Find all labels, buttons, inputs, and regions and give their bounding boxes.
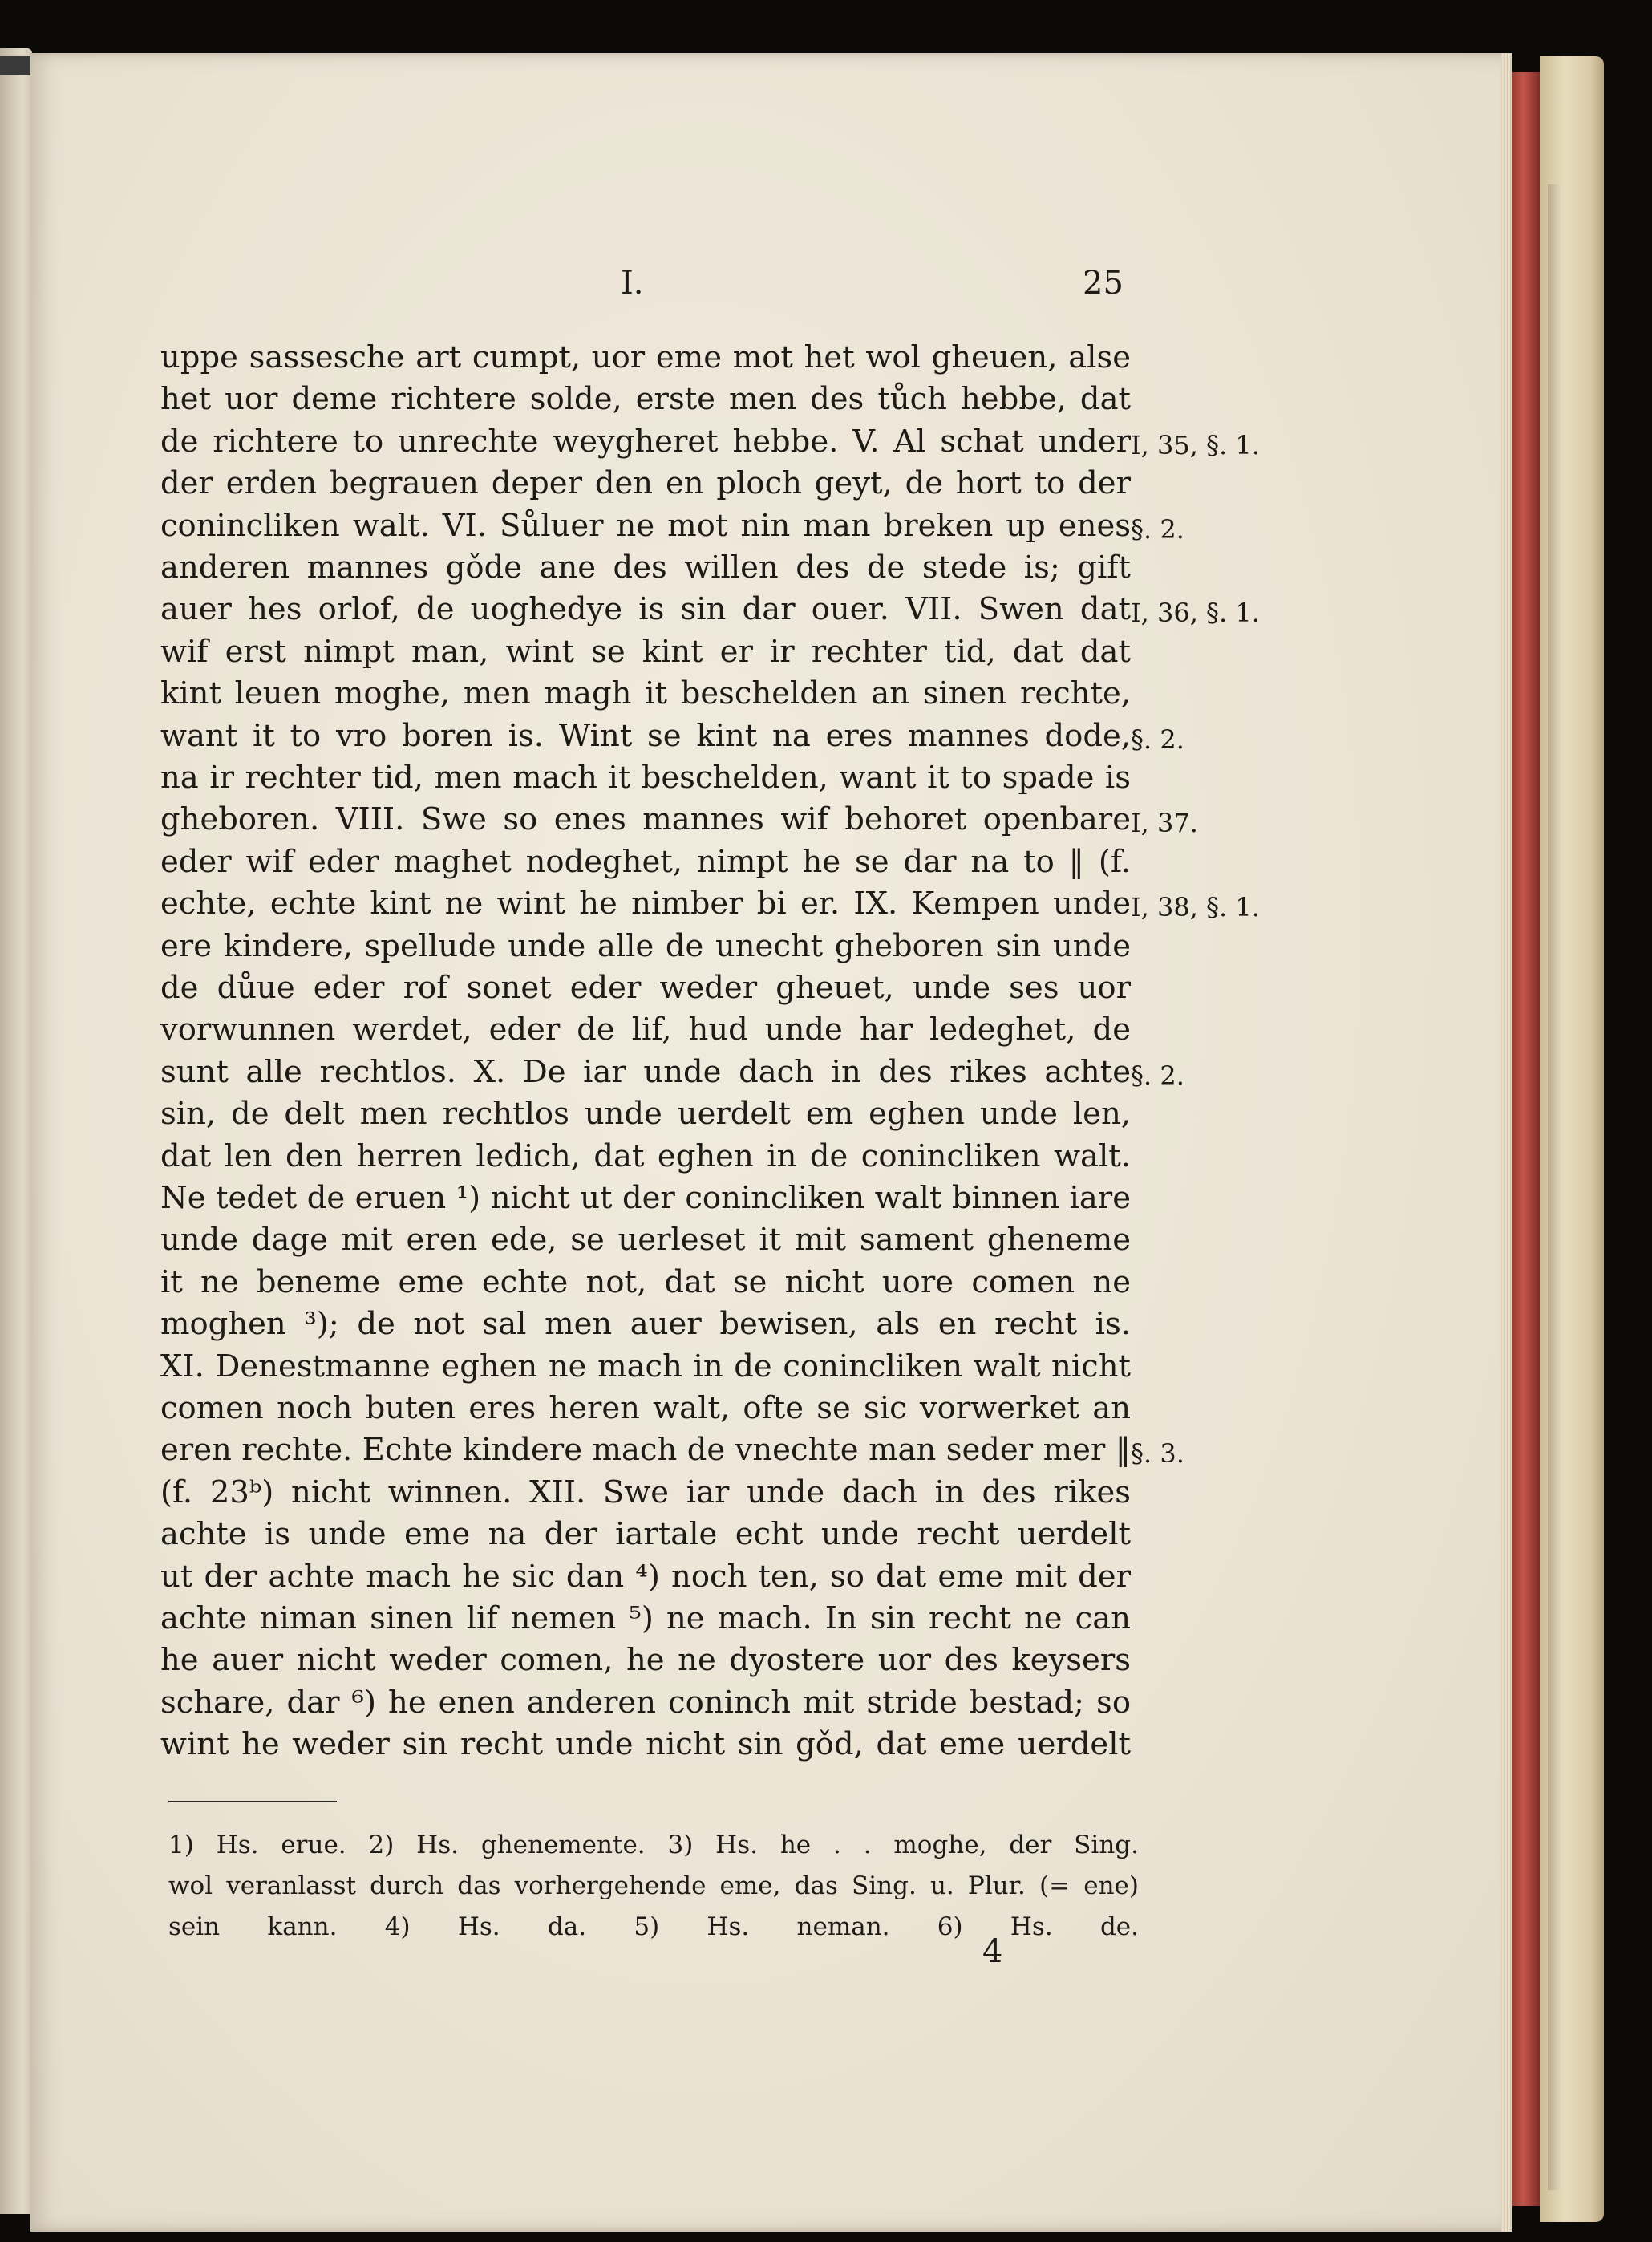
- margin-reference: I, 38, §. 1.: [1131, 892, 1260, 923]
- line-text: eren rechte. Echte kindere mach de vnechte man seder mer ‖: [160, 1432, 1131, 1469]
- text-line: [160, 1682, 1363, 1724]
- text-line: [160, 1388, 1363, 1429]
- running-header: [160, 265, 1131, 313]
- text-line: [160, 1052, 1363, 1093]
- line-text: sin, de delt men rechtlos unde uerdelt em eghen unde len,: [160, 1096, 1131, 1133]
- line-text: XI. Denestmanne eghen ne mach in de conincliken walt nicht: [160, 1348, 1131, 1385]
- line-text: it ne beneme eme echte not, dat se nicht uore comen ne: [160, 1263, 1131, 1300]
- line-text: echte, echte kint ne wint he nimber bi er. IX. Kempen unde: [160, 886, 1131, 922]
- footnote-line: wol veranlasst durch das vorhergehende eme, das Sing. u. Plur. (= ene): [168, 1871, 1139, 1900]
- line-text: Ne tedet de eruen ¹) nicht ut der conincliken walt binnen iare: [160, 1180, 1131, 1216]
- text-line: [160, 967, 1363, 1009]
- margin-reference: §. 2.: [1131, 724, 1184, 755]
- line-text: he auer nicht weder comen, he ne dyostere uor des keysers: [160, 1642, 1131, 1679]
- line-text: dat len den herren ledich, dat eghen in de conincliken walt.: [160, 1137, 1131, 1174]
- line-text: kint leuen moghe, men magh it beschelden an sinen rechte,: [160, 675, 1131, 712]
- line-text: na ir rechter tid, men mach it beschelden, want it to spade is: [160, 760, 1131, 796]
- chapter-number: I.: [621, 265, 644, 302]
- line-text: moghen ³); de not sal men auer bewisen, als en recht is.: [160, 1306, 1131, 1343]
- book-cover-edge: [1540, 56, 1604, 2222]
- text-line: [160, 1093, 1363, 1135]
- line-text: vorwunnen werdet, eder de lif, hud unde har ledeghet, de: [160, 1012, 1131, 1048]
- line-text: conincliken walt. VI. Sůluer ne mot nin man breken up enes: [160, 507, 1131, 544]
- line-text: sunt alle rechtlos. X. De iar unde dach in des rikes achte: [160, 1053, 1131, 1090]
- text-line: [160, 337, 1363, 379]
- text-line: [160, 1136, 1363, 1178]
- line-text: wif erst nimpt man, wint se kint er ir rechter tid, dat dat: [160, 633, 1131, 670]
- text-line: [160, 1262, 1363, 1303]
- line-text: schare, dar ⁶) he enen anderen coninch mit stride bestad; so: [160, 1684, 1131, 1721]
- text-line: [160, 505, 1363, 547]
- red-page-edge: [1512, 72, 1540, 2206]
- margin-reference: §. 3.: [1131, 1438, 1184, 1470]
- text-line: [160, 1556, 1363, 1598]
- line-text: (f. 23ᵇ) nicht winnen. XII. Swe iar unde dach in des rikes: [160, 1474, 1131, 1510]
- text-line: [160, 1724, 1363, 1766]
- text-line: [160, 883, 1363, 925]
- margin-reference: §. 2.: [1131, 1060, 1184, 1091]
- line-text: achte niman sinen lif nemen ⁵) ne mach. In sin recht ne can: [160, 1600, 1131, 1636]
- text-line: [160, 1219, 1363, 1261]
- text-line: [160, 547, 1363, 589]
- line-text: der erden begrauen deper den en ploch geyt, de hort to der: [160, 465, 1131, 502]
- text-line: [160, 1346, 1363, 1388]
- line-text: comen noch buten eres heren walt, ofte se sic vorwerket an: [160, 1390, 1131, 1426]
- text-line: [160, 421, 1363, 463]
- page-stack-edge: [1501, 53, 1512, 2232]
- text-line: [160, 379, 1363, 420]
- line-text: de důue eder rof sonet eder weder gheuet, unde ses uor: [160, 970, 1131, 1006]
- line-text: ut der achte mach he sic dan ⁴) noch ten, so dat eme mit der: [160, 1558, 1131, 1595]
- footnote-line: sein kann. 4) Hs. da. 5) Hs. neman. 6) Hs. de.: [168, 1912, 1139, 1941]
- text-line: [160, 1178, 1363, 1219]
- line-text: wint he weder sin recht unde nicht sin gǒd, dat eme uerdelt: [160, 1726, 1131, 1763]
- page-number: 25: [1083, 265, 1124, 302]
- text-line: [160, 841, 1363, 883]
- left-page-edge: [0, 48, 32, 2214]
- text-line: [160, 716, 1363, 757]
- text-line: [160, 799, 1363, 841]
- text-line: [160, 1009, 1363, 1051]
- line-text: het uor deme richtere solde, erste men des tůch hebbe, dat: [160, 381, 1131, 418]
- line-text: auer hes orlof, de uoghedye is sin dar ouer. VII. Swen dat: [160, 591, 1131, 628]
- text-line: [160, 673, 1363, 715]
- line-text: anderen mannes gǒde ane des willen des de stede is; gift: [160, 549, 1131, 586]
- text-line: [160, 1598, 1363, 1640]
- text-line: [160, 926, 1363, 967]
- text-line: [160, 631, 1363, 673]
- margin-reference: I, 35, §. 1.: [1131, 429, 1260, 460]
- text-line: [160, 463, 1363, 505]
- text-line: [160, 1472, 1363, 1514]
- margin-reference: §. 2.: [1131, 513, 1184, 545]
- footnote-line: 1) Hs. erue. 2) Hs. ghenemente. 3) Hs. he . . moghe, der Sing.: [168, 1830, 1139, 1859]
- text-line: [160, 1640, 1363, 1681]
- line-text: ere kindere, spellude unde alle de unecht gheboren sin unde: [160, 927, 1131, 964]
- text-line: [160, 1303, 1363, 1345]
- line-text: achte is unde eme na der iartale echt unde recht uerdelt: [160, 1516, 1131, 1553]
- line-text: unde dage mit eren ede, se uerleset it mit sament gheneme: [160, 1222, 1131, 1259]
- text-line: [160, 1514, 1363, 1555]
- cover-inner-edge: [1548, 184, 1562, 2190]
- text-line: [160, 1429, 1363, 1471]
- margin-reference: I, 36, §. 1.: [1131, 598, 1260, 629]
- line-text: want it to vro boren is. Wint se kint na eres mannes dode,: [160, 717, 1131, 754]
- signature-mark: 4: [982, 1933, 1003, 1970]
- margin-reference: I, 37.: [1131, 808, 1198, 839]
- line-text: eder wif eder maghet nodeghet, nimpt he se dar na to ‖ (f.: [160, 843, 1131, 880]
- line-text: uppe sassesche art cumpt, uor eme mot het wol gheuen, alse: [160, 339, 1131, 375]
- text-line: [160, 589, 1363, 630]
- text-line: [160, 757, 1363, 799]
- line-text: de richtere to unrechte weygheret hebbe. V. Al schat under: [160, 423, 1131, 460]
- spine-mark: [0, 56, 32, 75]
- line-text: gheboren. VIII. Swe so enes mannes wif behoret openbare: [160, 801, 1131, 838]
- footnotes: [168, 1825, 1139, 1948]
- footnote-rule: [168, 1801, 337, 1802]
